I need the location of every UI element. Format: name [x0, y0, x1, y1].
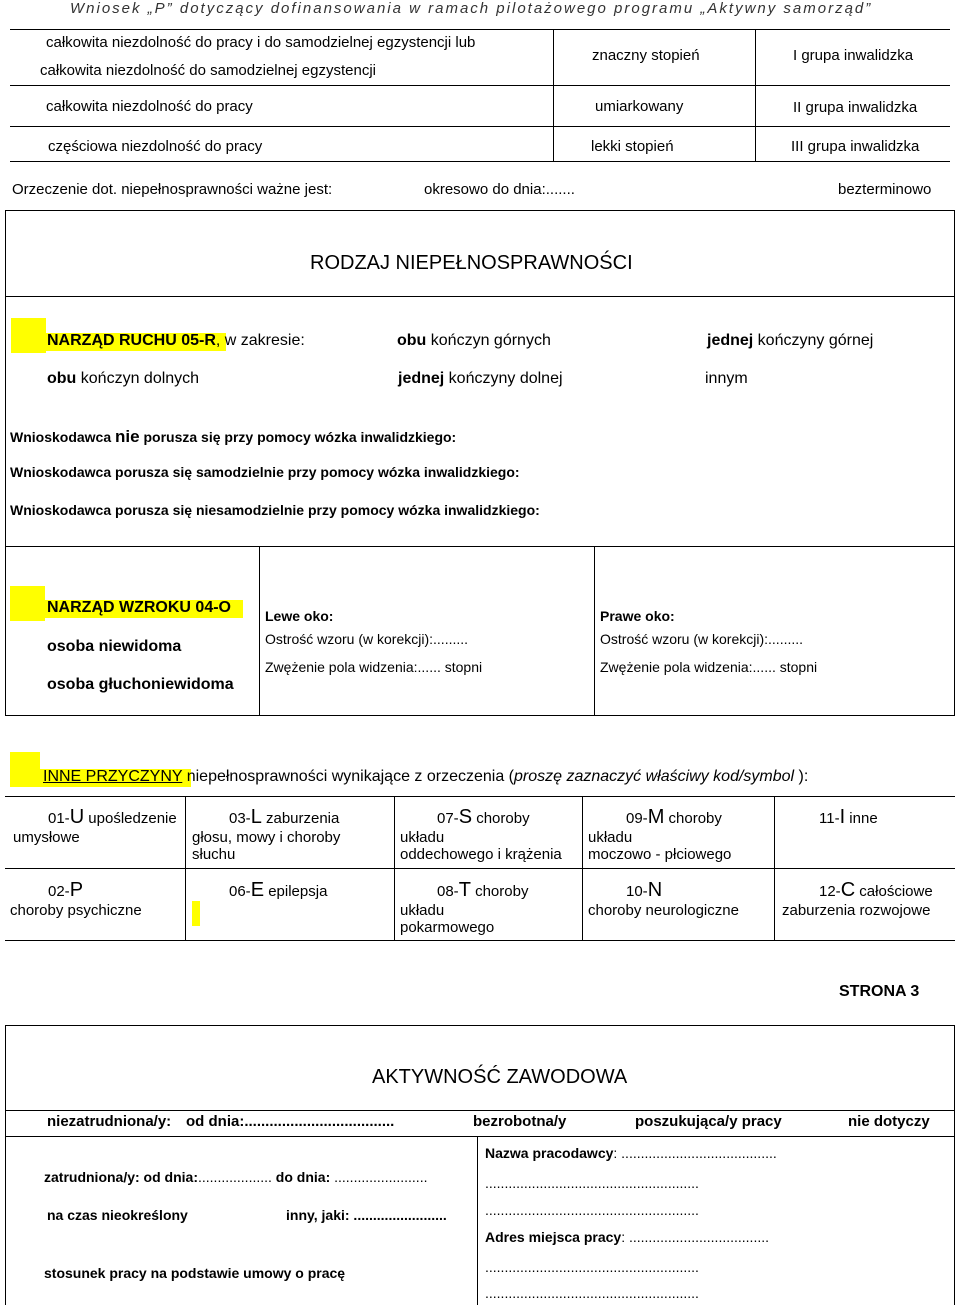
table-border — [5, 796, 955, 797]
code-e-highlight — [192, 901, 200, 926]
code-m-text1: choroby — [664, 810, 722, 827]
option-deafblind[interactable]: osoba głuchoniewidoma — [47, 676, 234, 693]
code-m-letter: M — [647, 806, 665, 828]
address-dots: : .................................... — [621, 1229, 770, 1245]
section-border — [594, 547, 595, 715]
table-border — [10, 85, 950, 86]
code-e[interactable] — [229, 879, 327, 902]
professional-title: AKTYWNOŚĆ ZAWODOWA — [372, 1066, 628, 1088]
section-border — [5, 715, 955, 716]
degree-row2-col2: umiarkowany — [595, 98, 684, 115]
right-eye-title: Prawe oko: — [600, 608, 675, 624]
validity-indefinite[interactable]: bezterminowo — [838, 181, 932, 198]
table-border — [774, 796, 775, 940]
address-dots-line-2[interactable]: ....................................................... — [485, 1285, 699, 1301]
option-indefinite[interactable]: na czas nieokreślony — [47, 1207, 188, 1223]
code-u[interactable] — [48, 806, 177, 829]
code-u-num: 01- — [48, 810, 70, 827]
degree-row3-col3: III grupa inwalidzka — [791, 138, 920, 155]
code-n-letter: N — [647, 879, 663, 901]
right-eye-acuity[interactable]: Ostrość wzoru (w korekcji):......... — [600, 631, 804, 647]
left-eye-acuity[interactable]: Ostrość wzoru (w korekcji):......... — [265, 631, 469, 647]
option-one-upper-text: kończyny górnej — [753, 332, 874, 349]
option-both-lower-text: kończyn dolnych — [76, 370, 200, 387]
vision-title: NARZĄD WZROKU 04-O — [47, 599, 231, 616]
validity-periodic[interactable]: okresowo do dnia:....... — [424, 181, 575, 198]
code-c-letter: C — [840, 879, 856, 901]
option-one-lower-bold: jednej — [398, 370, 445, 387]
code-e-num: 06- — [229, 883, 251, 900]
code-s-num: 07- — [437, 810, 459, 827]
code-t-letter: T — [458, 879, 471, 901]
code-e-letter: E — [250, 879, 265, 901]
table-border — [185, 796, 186, 940]
other-causes-end: ): — [794, 768, 809, 785]
other-causes-instruction: proszę zaznaczyć właściwy kod/symbol — [514, 768, 795, 785]
option-employment-contract[interactable]: stosunek pracy na podstawie umowy o pracę — [44, 1265, 346, 1281]
section-border — [954, 210, 955, 715]
code-l-text2: głosu, mowy i choroby — [192, 829, 341, 846]
address-dots-line-1[interactable]: ....................................................... — [485, 1259, 699, 1275]
degree-row2-col3: II grupa inwalidzka — [793, 99, 918, 116]
section-border — [5, 1136, 955, 1137]
code-n-num: 10- — [626, 883, 648, 900]
degree-row3-col1: częściowa niezdolność do pracy — [48, 138, 263, 155]
employed-from-dots: ................... — [198, 1169, 272, 1185]
code-m-text2: układu — [588, 829, 633, 846]
code-m[interactable] — [626, 806, 722, 829]
section-border — [5, 1110, 955, 1111]
code-m-num: 09- — [626, 810, 648, 827]
table-border — [755, 29, 756, 161]
code-m-text3: moczowo - płciowego — [588, 846, 732, 863]
option-both-lower[interactable] — [47, 370, 199, 388]
table-border — [10, 126, 950, 127]
code-u-letter: U — [69, 806, 85, 828]
section-border — [5, 210, 6, 715]
option-one-upper[interactable] — [707, 332, 873, 350]
table-border — [5, 940, 955, 941]
code-u-text2: umysłowe — [13, 829, 80, 846]
unemployed-since-field[interactable] — [186, 1113, 394, 1130]
motor-heading — [47, 332, 305, 350]
right-eye-field[interactable]: Zwężenie pola widzenia:...... stopni — [600, 659, 818, 675]
employer-label: Nazwa pracodawcy — [485, 1145, 614, 1161]
employer-dots: : ........................................ — [613, 1145, 777, 1161]
code-c[interactable] — [819, 879, 933, 902]
code-n-text2: choroby neurologiczne — [588, 902, 739, 919]
code-c-text2: zaburzenia rozwojowe — [782, 902, 931, 919]
motor-scope: , w zakresie: — [215, 332, 305, 349]
wheelchair-1-a: Wnioskodawca — [10, 429, 116, 445]
section-border — [5, 1025, 955, 1026]
table-border — [5, 868, 955, 869]
code-i[interactable] — [819, 806, 878, 829]
code-s-text2: układu — [400, 829, 445, 846]
degree-row1-col1a: całkowita niezdolność do pracy i do samodzielnej egzystencji lub — [46, 34, 476, 51]
wheelchair-1-nie: nie — [115, 427, 140, 446]
other-contract-label: inny, jaki: — [286, 1207, 350, 1223]
code-s[interactable] — [437, 806, 530, 829]
code-c-text1: całościowe — [855, 883, 933, 900]
code-p-num: 02- — [48, 883, 70, 900]
degree-row2-col1: całkowita niezdolność do pracy — [46, 98, 253, 115]
code-l-text1: zaburzenia — [261, 810, 340, 827]
left-eye-title: Lewe oko: — [265, 608, 334, 624]
option-blind[interactable]: osoba niewidoma — [47, 638, 182, 655]
option-both-lower-bold: obu — [47, 370, 77, 387]
table-border — [10, 161, 950, 162]
other-contract-dots: ........................ — [349, 1207, 447, 1223]
degree-row1-col1b: całkowita niezdolność do samodzielnej egzystencji — [40, 62, 377, 79]
code-i-text1: inne — [845, 810, 878, 827]
code-s-text1: choroby — [472, 810, 530, 827]
section-border — [5, 546, 955, 547]
table-border — [10, 29, 950, 30]
section-border — [477, 1136, 478, 1305]
section-border — [259, 547, 260, 715]
disability-type-title: RODZAJ NIEPEŁNOSPRAWNOŚCI — [310, 252, 633, 274]
option-one-upper-bold: jednej — [707, 332, 754, 349]
address-field[interactable] — [485, 1229, 769, 1245]
document-header: Wniosek „P” dotyczący dofinansowania w ramach pilotażowego programu „Aktywny samorząd” — [70, 0, 873, 17]
code-u-text1: upośledzenie — [84, 810, 177, 827]
code-l[interactable] — [229, 806, 339, 829]
code-t-num: 08- — [437, 883, 459, 900]
option-seeking[interactable]: poszukująca/y pracy — [635, 1113, 782, 1130]
code-s-text3: oddechowego i krążenia — [400, 846, 562, 863]
code-c-num: 12- — [819, 883, 841, 900]
option-both-upper[interactable] — [397, 332, 551, 350]
employed-label: zatrudniona/y: od dnia: — [44, 1169, 198, 1185]
section-border — [954, 1025, 955, 1305]
option-unemployed[interactable]: niezatrudniona/y: — [47, 1113, 172, 1130]
employer-field[interactable] — [485, 1145, 777, 1161]
degree-row1-col3: I grupa inwalidzka — [793, 47, 914, 64]
vision-highlight — [10, 586, 45, 621]
code-s-letter: S — [458, 806, 473, 828]
wheelchair-option-2[interactable]: Wnioskodawca porusza się samodzielnie przy pomocy wózka inwalidzkiego: — [10, 464, 520, 480]
code-i-num: 11- — [819, 810, 840, 827]
degree-row3-col2: lekki stopień — [591, 138, 674, 155]
motor-highlight — [11, 318, 46, 353]
unemployed-since: od dnia:.................................... — [186, 1113, 395, 1130]
wheelchair-option-3[interactable]: Wnioskodawca porusza się niesamodzielnie przy pomocy wózka inwalidzkiego: — [10, 502, 540, 518]
wheelchair-1-b: porusza się przy pomocy wózka inwalidzkiego: — [139, 429, 457, 445]
option-one-lower[interactable] — [398, 370, 563, 388]
code-n[interactable] — [626, 879, 662, 902]
code-p-text2: choroby psychiczne — [10, 902, 142, 919]
code-e-text1: epilepsja — [264, 883, 328, 900]
section-border — [5, 210, 955, 211]
employer-dots-line-2[interactable]: ....................................................... — [485, 1202, 699, 1218]
section-border — [5, 1025, 6, 1305]
code-i-letter: I — [839, 806, 846, 828]
other-causes-desc: niepełnosprawności wynikające z orzeczenia ( — [182, 768, 514, 785]
option-both-upper-text: kończyn górnych — [426, 332, 551, 349]
other-causes-heading — [43, 768, 808, 786]
code-l-num: 03- — [229, 810, 251, 827]
table-border — [394, 796, 395, 940]
option-other[interactable]: innym — [705, 370, 748, 387]
motor-title: NARZĄD RUCHU 05-R — [47, 332, 216, 349]
option-both-upper-bold: obu — [397, 332, 427, 349]
option-other-contract[interactable] — [286, 1207, 447, 1223]
code-l-letter: L — [250, 806, 262, 828]
left-eye-field[interactable]: Zwężenie pola widzenia:...... stopni — [265, 659, 483, 675]
option-employed[interactable] — [44, 1169, 427, 1185]
page-label: STRONA 3 — [839, 983, 920, 1000]
degree-row1-col2: znaczny stopień — [592, 47, 700, 64]
code-t[interactable] — [437, 879, 528, 902]
other-highlight — [10, 752, 40, 787]
employed-to-dots: ........................ — [330, 1169, 428, 1185]
address-label: Adres miejsca pracy — [485, 1229, 622, 1245]
code-t-text2: układu — [400, 902, 445, 919]
wheelchair-option-1[interactable] — [10, 427, 456, 447]
code-l-text3: słuchu — [192, 846, 236, 863]
section-border — [5, 296, 955, 297]
code-p[interactable] — [48, 879, 83, 902]
table-border — [553, 29, 554, 161]
employed-to-label: do dnia: — [271, 1169, 331, 1185]
option-not-applicable[interactable]: nie dotyczy — [848, 1113, 930, 1130]
code-t-text3: pokarmowego — [400, 919, 495, 936]
code-t-text1: choroby — [470, 883, 529, 900]
option-one-lower-text: kończyny dolnej — [444, 370, 563, 387]
other-causes-title: INNE PRZYCZYNY — [43, 768, 183, 785]
employer-dots-line-1[interactable]: ....................................................... — [485, 1175, 699, 1191]
table-border — [582, 796, 583, 940]
code-p-letter: P — [69, 879, 84, 901]
validity-label: Orzeczenie dot. niepełnosprawności ważne jest: — [12, 181, 333, 198]
option-jobless[interactable]: bezrobotna/y — [473, 1113, 567, 1130]
